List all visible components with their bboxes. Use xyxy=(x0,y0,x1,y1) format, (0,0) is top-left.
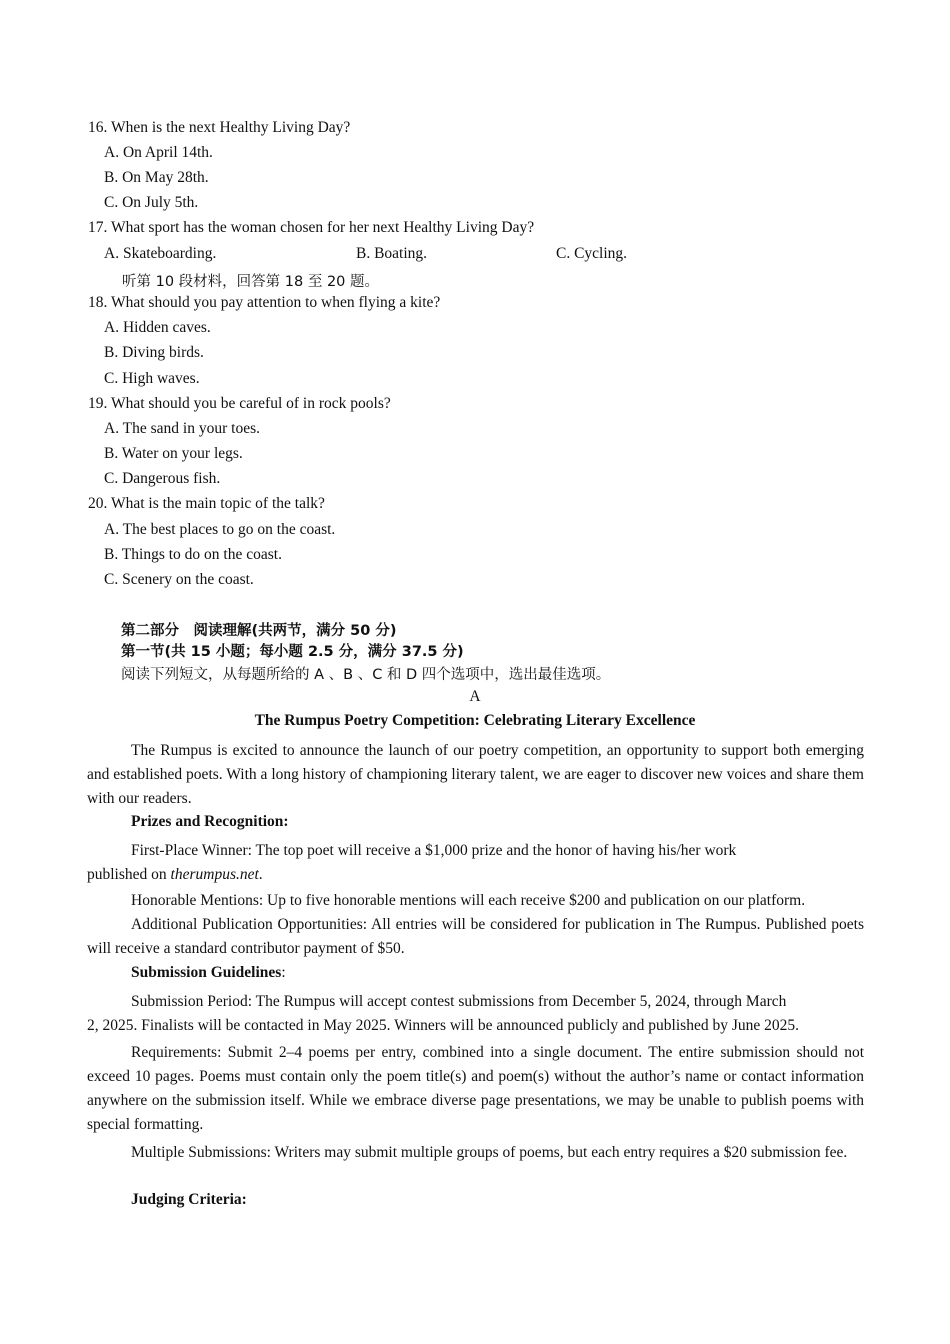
q19-option-b: B. Water on your legs. xyxy=(104,445,243,462)
q16-option-c: C. On July 5th. xyxy=(104,194,199,211)
q16-option-a: A. On April 14th. xyxy=(104,144,213,161)
intro-text: The Rumpus is excited to announce the launch of our poetry competition, an opportunity to support both emerging and established poets. With a long history of championing literary talent, we are eager to discover new voices and share them with our readers. xyxy=(87,742,864,807)
submission-period-line1: Submission Period: The Rumpus will accept contest submissions from December 5, 2024, through March xyxy=(131,993,787,1010)
q18-option-c: C. High waves. xyxy=(104,370,200,387)
submission-period-line2: 2, 2025. Finalists will be contacted in May 2025. Winners will be announced publicly and published by June 2025. xyxy=(87,1017,799,1034)
q17-option-c: C. Cycling. xyxy=(556,245,628,262)
question-17: 17. What sport has the woman chosen for her next Healthy Living Day? xyxy=(88,219,535,236)
section-one-title: 第一节(共 15 小题；每小题 2.5 分，满分 37.5 分) xyxy=(121,644,464,660)
q19-option-c: C. Dangerous fish. xyxy=(104,470,221,487)
instruction-section-10: 听第 10 段材料，回答第 18 至 20 题。 xyxy=(122,274,380,290)
requirements-paragraph xyxy=(87,1041,864,1137)
submission-heading: Submission Guidelines xyxy=(131,964,282,981)
submission-heading-line xyxy=(131,964,286,982)
judging-heading: Judging Criteria: xyxy=(131,1191,247,1208)
q17-option-b: B. Boating. xyxy=(356,245,428,262)
passage-letter: A xyxy=(469,688,481,705)
additional-opportunities xyxy=(87,913,864,961)
first-place-line2 xyxy=(87,866,263,884)
q17-option-a: A. Skateboarding. xyxy=(104,245,217,262)
question-19: 19. What should you be careful of in rock pools? xyxy=(88,395,391,412)
additional-text: Additional Publication Opportunities: All entries will be considered for publication in The Rumpus. Published poets will receive a standard contributor payment of $50. xyxy=(87,916,864,957)
question-20: 20. What is the main topic of the talk? xyxy=(88,495,325,512)
requirements-text: Requirements: Submit 2–4 poems per entry, combined into a single document. The entire submission should not exceed 10 pages. Poems must contain only the poem title(s) and poem(s) without the author’s name or contact information anywhere on the submission itself. While we embrace diverse page presentations, we may be unable to publish poems with special formatting. xyxy=(87,1044,864,1133)
reading-instruction: 阅读下列短文，从每题所给的 A 、B 、C 和 D 四个选项中，选出最佳选项。 xyxy=(121,667,611,683)
part-two-title: 第二部分 阅读理解(共两节，满分 50 分) xyxy=(121,623,397,639)
q16-option-b: B. On May 28th. xyxy=(104,169,209,186)
prizes-heading: Prizes and Recognition: xyxy=(131,813,289,830)
honorable-mentions: Honorable Mentions: Up to five honorable mentions will each receive $200 and publication on our platform. xyxy=(131,892,806,909)
submission-heading-colon: : xyxy=(281,964,286,981)
website-link[interactable]: therumpus.net xyxy=(170,866,259,883)
q20-option-b: B. Things to do on the coast. xyxy=(104,546,282,563)
passage-title: The Rumpus Poetry Competition: Celebrating Literary Excellence xyxy=(254,712,696,729)
multiple-submissions-paragraph xyxy=(87,1141,864,1165)
question-16: 16. When is the next Healthy Living Day? xyxy=(88,119,351,136)
first-place-suffix: . xyxy=(258,866,263,883)
first-place-line1: First-Place Winner: The top poet will receive a $1,000 prize and the honor of having his/her work xyxy=(131,842,737,859)
q20-option-c: C. Scenery on the coast. xyxy=(104,571,254,588)
q20-option-a: A. The best places to go on the coast. xyxy=(104,521,336,538)
multiple-text: Multiple Submissions: Writers may submit multiple groups of poems, but each entry requires a $20 submission fee. xyxy=(131,1144,848,1161)
q19-option-a: A. The sand in your toes. xyxy=(104,420,260,437)
q18-option-b: B. Diving birds. xyxy=(104,344,204,361)
question-18: 18. What should you pay attention to when flying a kite? xyxy=(88,294,441,311)
first-place-prefix: published on xyxy=(87,866,171,883)
intro-paragraph xyxy=(87,739,864,811)
q18-option-a: A. Hidden caves. xyxy=(104,319,211,336)
